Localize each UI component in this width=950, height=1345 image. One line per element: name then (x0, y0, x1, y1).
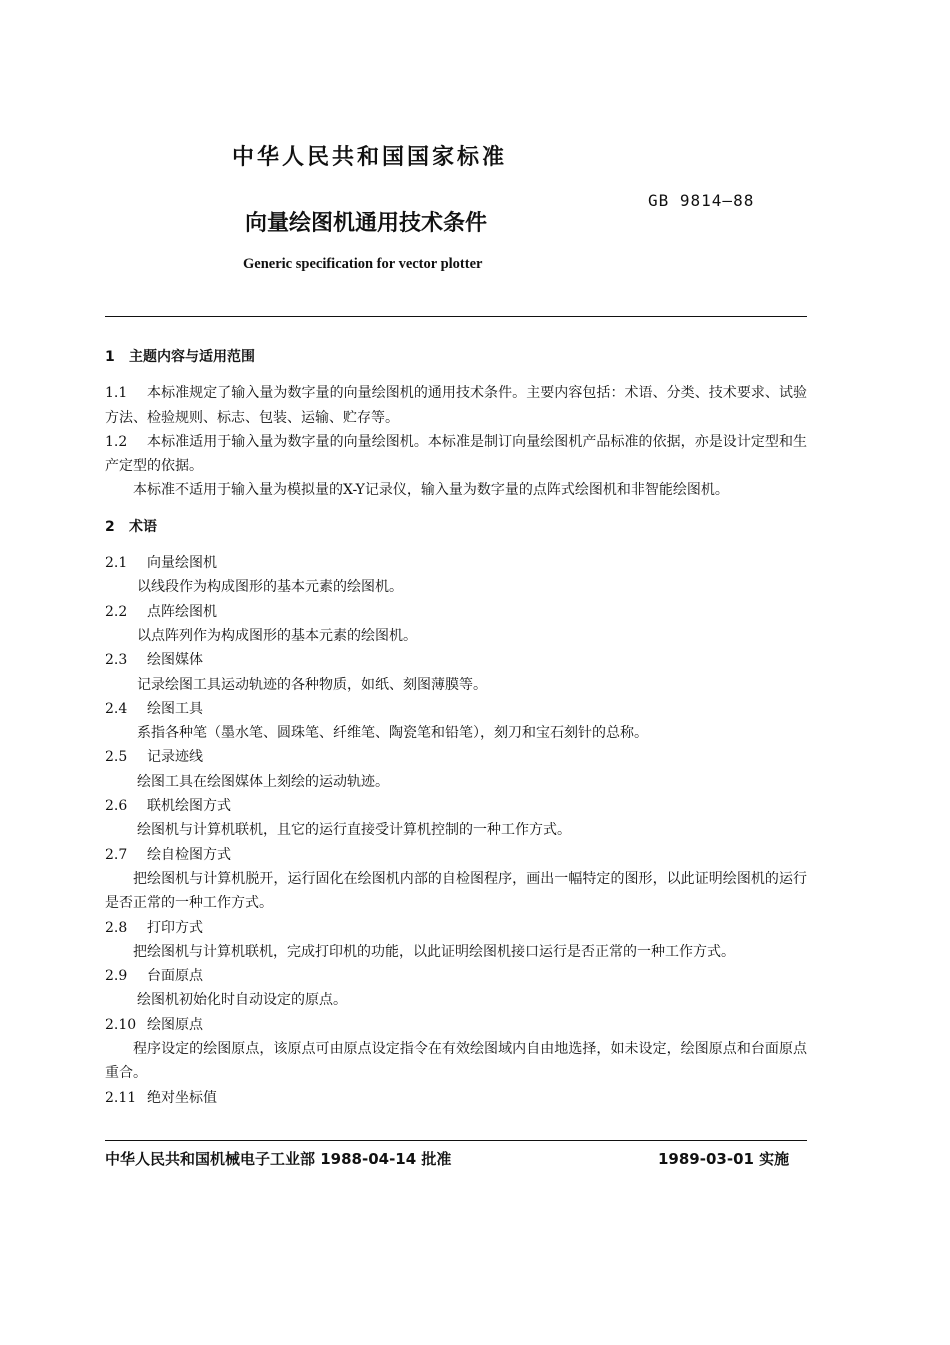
term-heading: 2.2 点阵绘图机 (105, 603, 217, 620)
section-heading: 2 术语 (105, 518, 157, 535)
term-definition: 以点阵列作为构成图形的基本元素的绘图机。 (137, 627, 417, 644)
term-definition: 系指各种笔（墨水笔、圆珠笔、纤维笔、陶瓷笔和铅笔），刻刀和宝石刻针的总称。 (137, 725, 648, 742)
header-divider (105, 316, 807, 317)
document-subtitle-en: Generic specification for vector plotter (243, 256, 483, 272)
document-title: 向量绘图机通用技术条件 (245, 211, 488, 236)
term-definition: 绘图工具在绘图媒体上刻绘的运动轨迹。 (137, 773, 389, 790)
term-heading: 2.9 台面原点 (105, 968, 203, 985)
term-heading: 2.6 联机绘图方式 (105, 798, 231, 815)
term-heading: 2.5 记录迹线 (105, 749, 203, 766)
footer-divider (105, 1140, 807, 1141)
paragraph: 本标准不适用于输入量为模拟量的X-Y记录仪，输入量为数字量的点阵式绘图机和非智能绘图机。 (133, 482, 729, 499)
term-heading: 2.11 绝对坐标值 (105, 1089, 217, 1106)
implementation-date: 1989-03-01 实施 (658, 1150, 790, 1168)
term-definition: 记录绘图工具运动轨迹的各种物质，如纸、刻图薄膜等。 (137, 676, 487, 693)
term-definition: 绘图机初始化时自动设定的原点。 (137, 992, 347, 1009)
section-heading: 1 主题内容与适用范围 (105, 349, 255, 365)
national-standard-heading: 中华人民共和国国家标准 (232, 145, 508, 170)
term-definition: 绘图机与计算机联机，且它的运行直接受计算机控制的一种工作方式。 (137, 822, 571, 839)
term-definition: 以线段作为构成图形的基本元素的绘图机。 (137, 579, 403, 596)
term-definition: 程序设定的绘图原点，该原点可由原点设定指令在有效绘图域内自由地选择，如未设定，绘图原点和台面原点重合。 (105, 1041, 807, 1082)
term-heading: 2.10 绘图原点 (105, 1016, 203, 1033)
term-heading: 2.8 打印方式 (105, 919, 203, 936)
approval-note: 中华人民共和国机械电子工业部 1988-04-14 批准 (105, 1150, 452, 1168)
term-heading: 2.1 向量绘图机 (105, 555, 217, 572)
term-definition: 把绘图机与计算机脱开，运行固化在绘图机内部的自检图程序，画出一幅特定的图形，以此证明绘图机的运行是否正常的一种工作方式。 (105, 870, 807, 912)
paragraph: 1.2 本标准适用于输入量为数字量的向量绘图机。本标准是制订向量绘图机产品标准的依据，亦是设计定型和生产定型的依据。 (105, 433, 807, 475)
standard-code: GB 9814—88 (648, 191, 755, 210)
term-heading: 2.3 绘图媒体 (105, 652, 203, 669)
term-heading: 2.7 绘自检图方式 (105, 846, 231, 863)
term-definition: 把绘图机与计算机联机，完成打印机的功能，以此证明绘图机接口运行是否正常的一种工作方式。 (133, 943, 735, 960)
document-body (105, 345, 807, 1110)
term-heading: 2.4 绘图工具 (105, 700, 203, 717)
paragraph: 1.1 本标准规定了输入量为数字量的向量绘图机的通用技术条件。主要内容包括：术语、分类、技术要求、试验方法、检验规则、标志、包装、运输、贮存等。 (105, 385, 807, 426)
